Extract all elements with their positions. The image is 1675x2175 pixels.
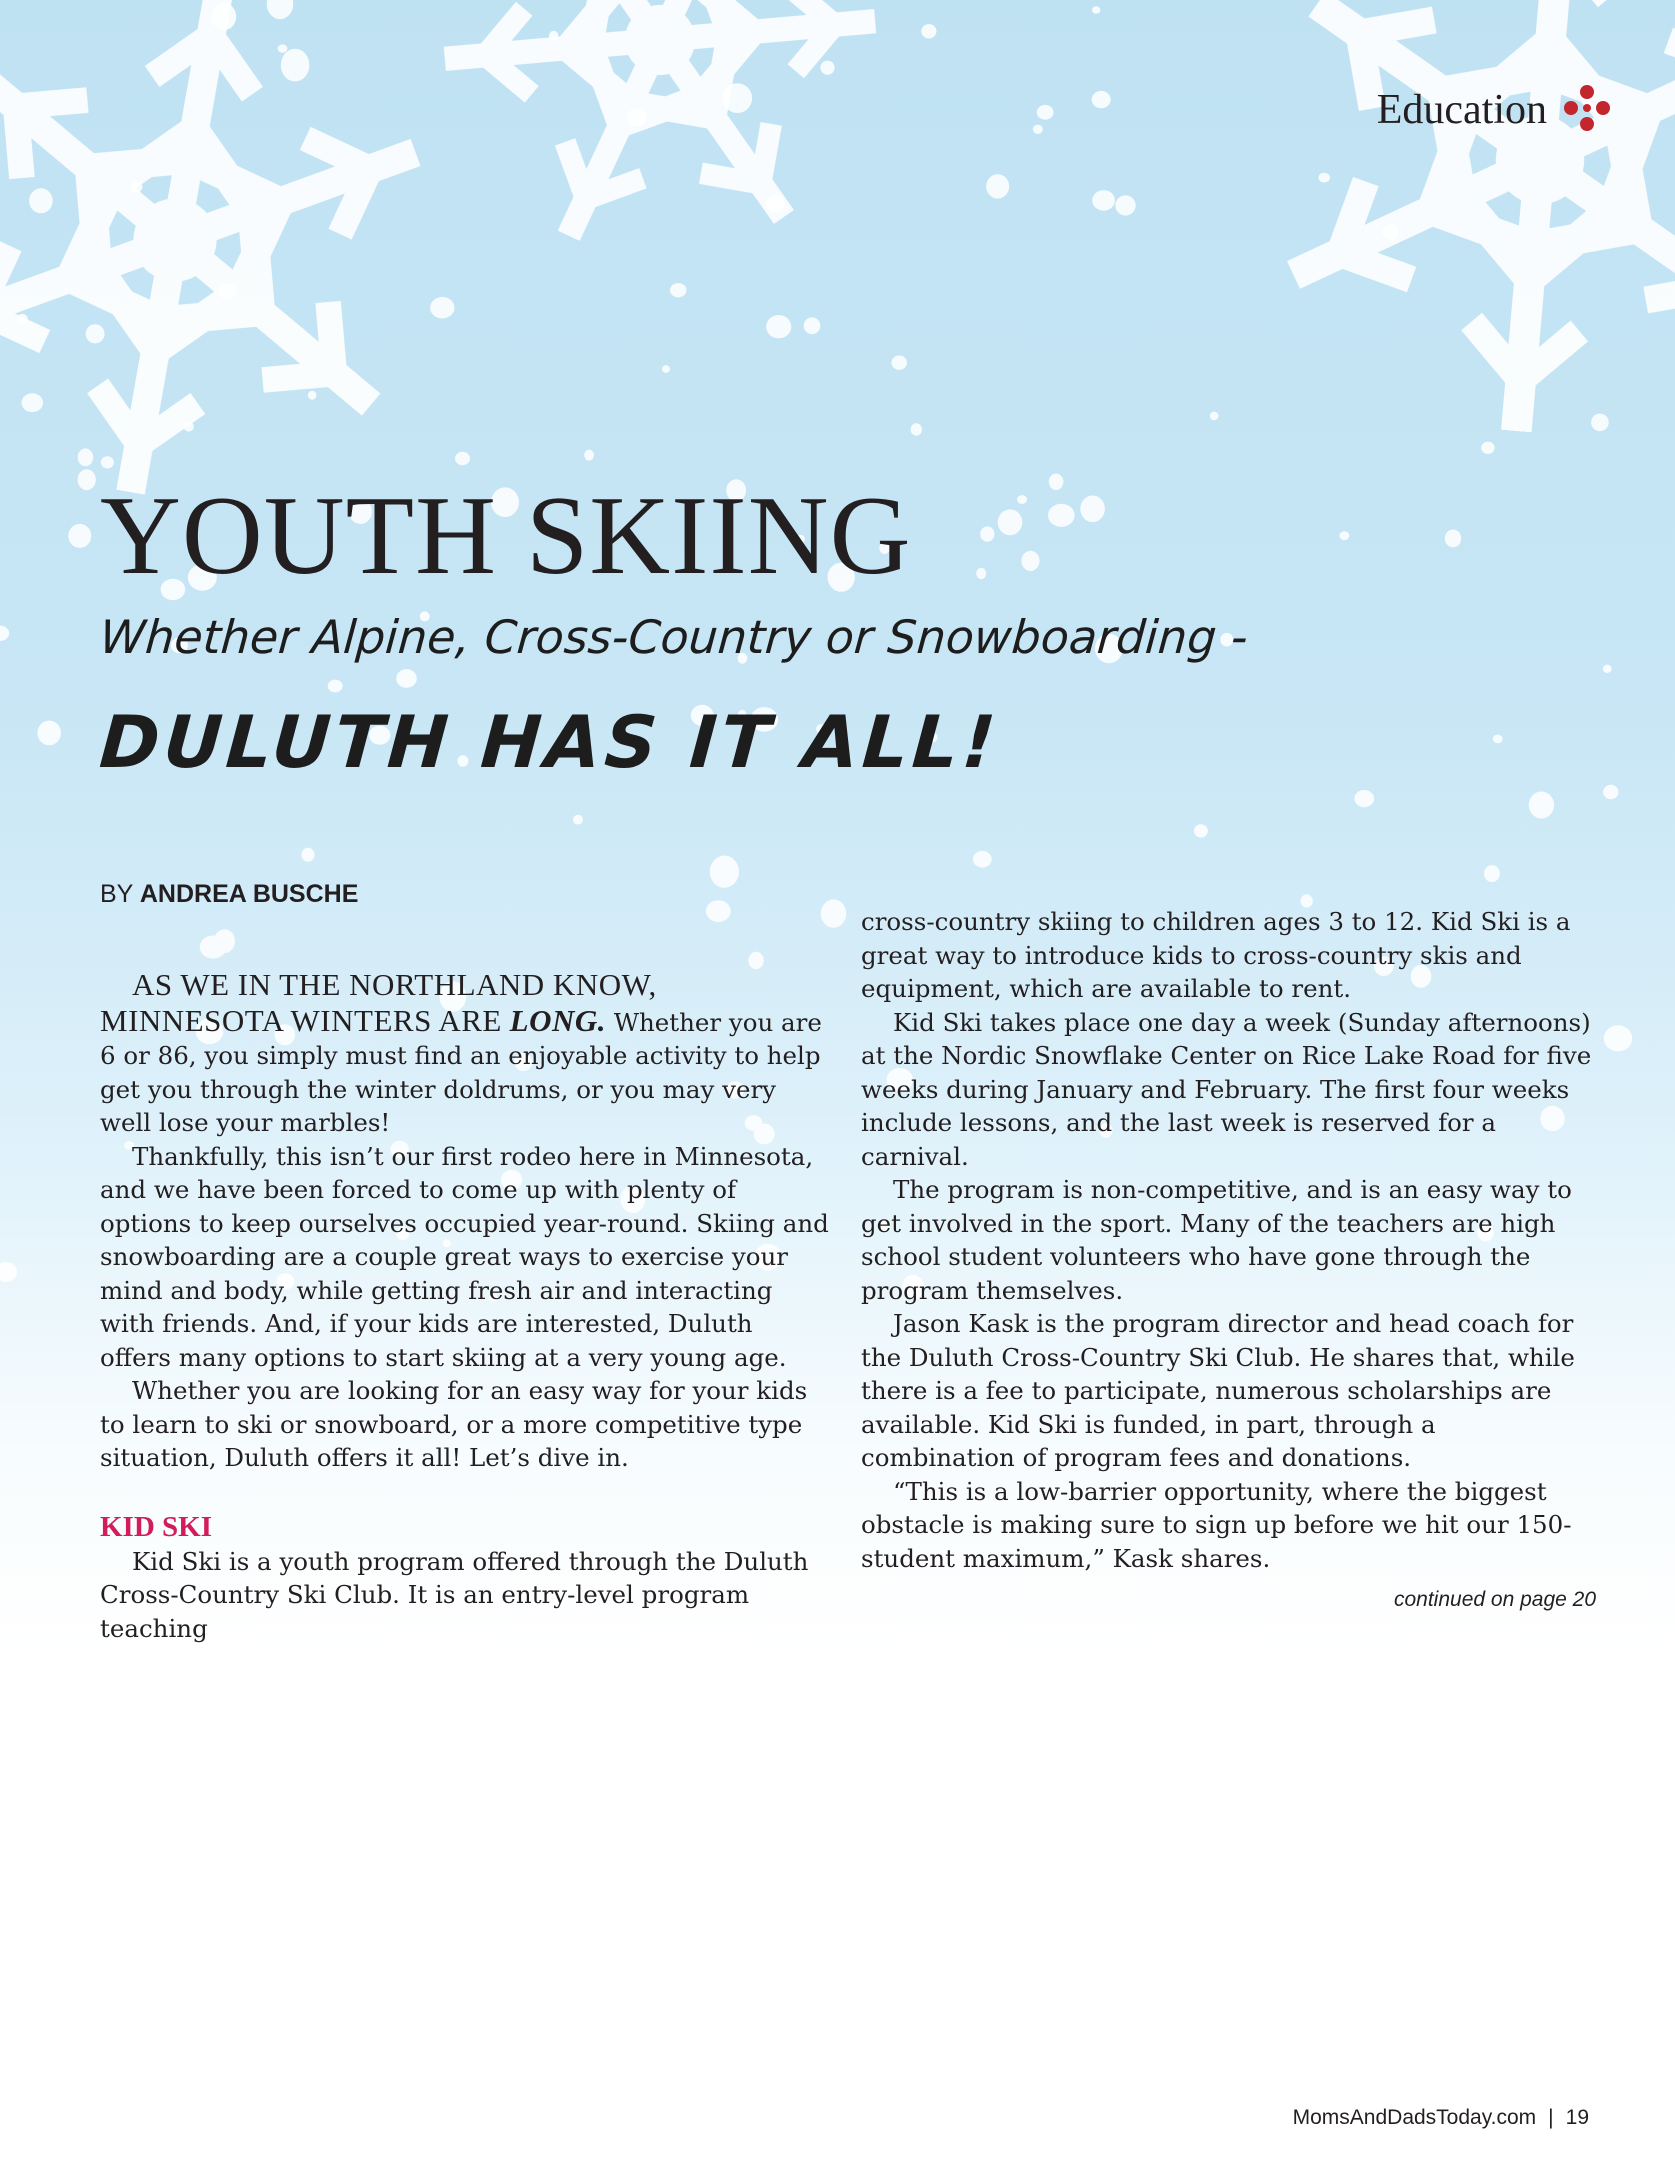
snow-dot [301, 848, 314, 862]
body-paragraph: Whether you are looking for an easy way for your kids to learn to ski or snowboard, or a more competitive type situation, Duluth offers it all! Let’s dive in. [100, 1376, 808, 1472]
snow-dot [455, 452, 470, 466]
snow-dot [1529, 792, 1554, 819]
snow-dot [573, 815, 583, 825]
snow-dot [430, 297, 454, 319]
snow-dot [1017, 495, 1027, 504]
byline-prefix: BY [100, 880, 133, 908]
body-paragraph: Kid Ski takes place one day a week (Sunday afternoons) at the Nordic Snowflake Center on Rice Lake Road for five weeks during January and February. The first four weeks include lessons, and the last week is reserved for a carnival. [861, 1007, 1592, 1171]
snow-dot [1383, 224, 1399, 239]
snow-dot [766, 315, 791, 338]
section-tag [1377, 82, 1613, 138]
body-paragraph: The program is non-competitive, and is an easy way to get involved in the sport. Many of the teachers are high school student volunteers who have gone through the program themselves. [861, 1175, 1572, 1305]
snow-dot [723, 83, 752, 113]
snow-dot [1481, 442, 1494, 454]
footer-separator: | [1548, 2106, 1554, 2129]
snow-dot [1603, 785, 1618, 800]
snow-dot [976, 568, 986, 579]
snow-dot [1115, 195, 1135, 215]
snow-dot [29, 188, 53, 213]
lead-in-caps: AS WE IN THE NORTHLAND KNOW, MINNESOTA WINTERS ARE [100, 967, 657, 1038]
snow-dot [921, 24, 936, 38]
snow-dot [584, 450, 594, 461]
snow-dot [1033, 125, 1043, 134]
dots-flower-icon [1561, 82, 1613, 138]
snow-dot [22, 393, 44, 412]
article-headline: DULUTH HAS IT ALL! [97, 700, 1003, 784]
page-footer [1293, 2106, 1589, 2130]
snow-dot [396, 669, 417, 688]
snow-dot [267, 0, 294, 19]
snow-dot [1340, 531, 1350, 540]
snow-dot [627, 109, 646, 127]
lead-paragraph [100, 968, 830, 1140]
snow-dot [1354, 790, 1374, 807]
snow-dot [0, 626, 9, 641]
snow-dot [308, 391, 317, 400]
snow-dot [706, 900, 731, 922]
snow-dot [549, 31, 558, 41]
snow-dot [1210, 412, 1219, 421]
snow-dot [37, 721, 61, 746]
snow-dot [1037, 105, 1054, 120]
snow-dot [1092, 6, 1100, 14]
snow-dot [821, 899, 846, 927]
byline-author: ANDREA BUSCHE [139, 880, 359, 908]
body-paragraph: Jason Kask is the program director and head coach for the Duluth Cross-Country Ski Club. He shares that, while there is a fee to participate, numerous scholarships are available. Kid Ski is funded, in part, through a combination of program fees and donations. [861, 1309, 1575, 1472]
snow-dot [328, 680, 343, 693]
snow-dot [1493, 735, 1503, 744]
footer-site: MomsAndDadsToday.com [1292, 2106, 1537, 2129]
body-paragraph: Kid Ski is a youth program offered through the Duluth Cross-Country Ski Club. It is an entry-level program teaching [100, 1546, 809, 1643]
snow-dot [1092, 91, 1111, 108]
snow-dot [1445, 530, 1461, 548]
snow-dot [1603, 665, 1612, 673]
snow-dot [662, 365, 670, 373]
continued-note: continued on page 20 [1393, 1588, 1596, 1611]
body-paragraph: Thankfully, this isn’t our first rodeo here in Minnesota, and we have been forced to come up with plenty of options to keep ourselves occupied year-round. Skiing and snowboarding are a couple great ways to exercise your mind and body, while getting fresh air and interacting with friends. And, if your kids are interested, Duluth offers many options to start skiing at a very young age. [100, 1141, 829, 1372]
snow-dot [1194, 824, 1208, 837]
snow-dot [212, 3, 236, 30]
page-number: 19 [1565, 2106, 1589, 2129]
snow-dot [1021, 551, 1039, 571]
snow-dot [0, 1262, 17, 1282]
snow-dot [804, 317, 821, 334]
lead-in-rest: Whether you are 6 or 86, you simply must find an enjoyable activity to help get you through the winter doldrums, or you may very well lose your marbles! [100, 1007, 822, 1137]
lead-in-emphasis: LONG. [509, 1002, 607, 1038]
snow-dot [1318, 173, 1330, 183]
snow-dot [1049, 474, 1064, 491]
byline [100, 880, 358, 909]
snow-dot [17, 314, 28, 324]
snow-dot [1591, 414, 1609, 432]
snow-dot [214, 929, 235, 953]
column-right [861, 905, 1596, 1617]
snow-dot [911, 423, 922, 435]
snow-dot [980, 526, 994, 541]
snow-dot [998, 509, 1023, 535]
snow-dot [1484, 865, 1500, 882]
snow-dot [101, 456, 114, 468]
snow-dot [86, 324, 105, 343]
snow-dot [68, 524, 91, 548]
snow-dot [281, 49, 310, 82]
section-label: Education [1376, 87, 1547, 133]
snow-dot [1604, 1025, 1632, 1051]
snow-dot [891, 356, 907, 370]
snow-dot [219, 283, 237, 299]
snow-dot [986, 174, 1009, 198]
snow-dot [973, 851, 992, 868]
snow-dot [1048, 504, 1075, 527]
snow-dot [710, 856, 739, 888]
column-left [100, 968, 830, 1645]
body-paragraph: cross-country skiing to children ages 3 to 12. Kid Ski is a great way to introduce kids to cross-country skis and equipment, which are available to rent. [861, 907, 1571, 1003]
snow-dot [1080, 496, 1105, 523]
snow-dot [748, 952, 763, 969]
snow-dot [131, 182, 142, 193]
snow-dot [78, 448, 94, 466]
section-subhead: KID SKI [100, 1510, 213, 1543]
article-title: YOUTH SKIING [100, 474, 912, 598]
snow-dot [670, 283, 687, 297]
article-subtitle: Whether Alpine, Cross-Country or Snowboarding - [98, 610, 1250, 664]
snow-dot [184, 422, 194, 432]
snow-dot [78, 469, 96, 490]
snow-dot [1092, 190, 1115, 211]
body-paragraph: “This is a low-barrier opportunity, where the biggest obstacle is making sure to sign up before we hit our 150-student maximum,” Kask shares. [861, 1476, 1572, 1573]
snow-dot [278, 44, 288, 52]
snow-dot [766, 195, 785, 213]
snow-dot [820, 61, 834, 75]
